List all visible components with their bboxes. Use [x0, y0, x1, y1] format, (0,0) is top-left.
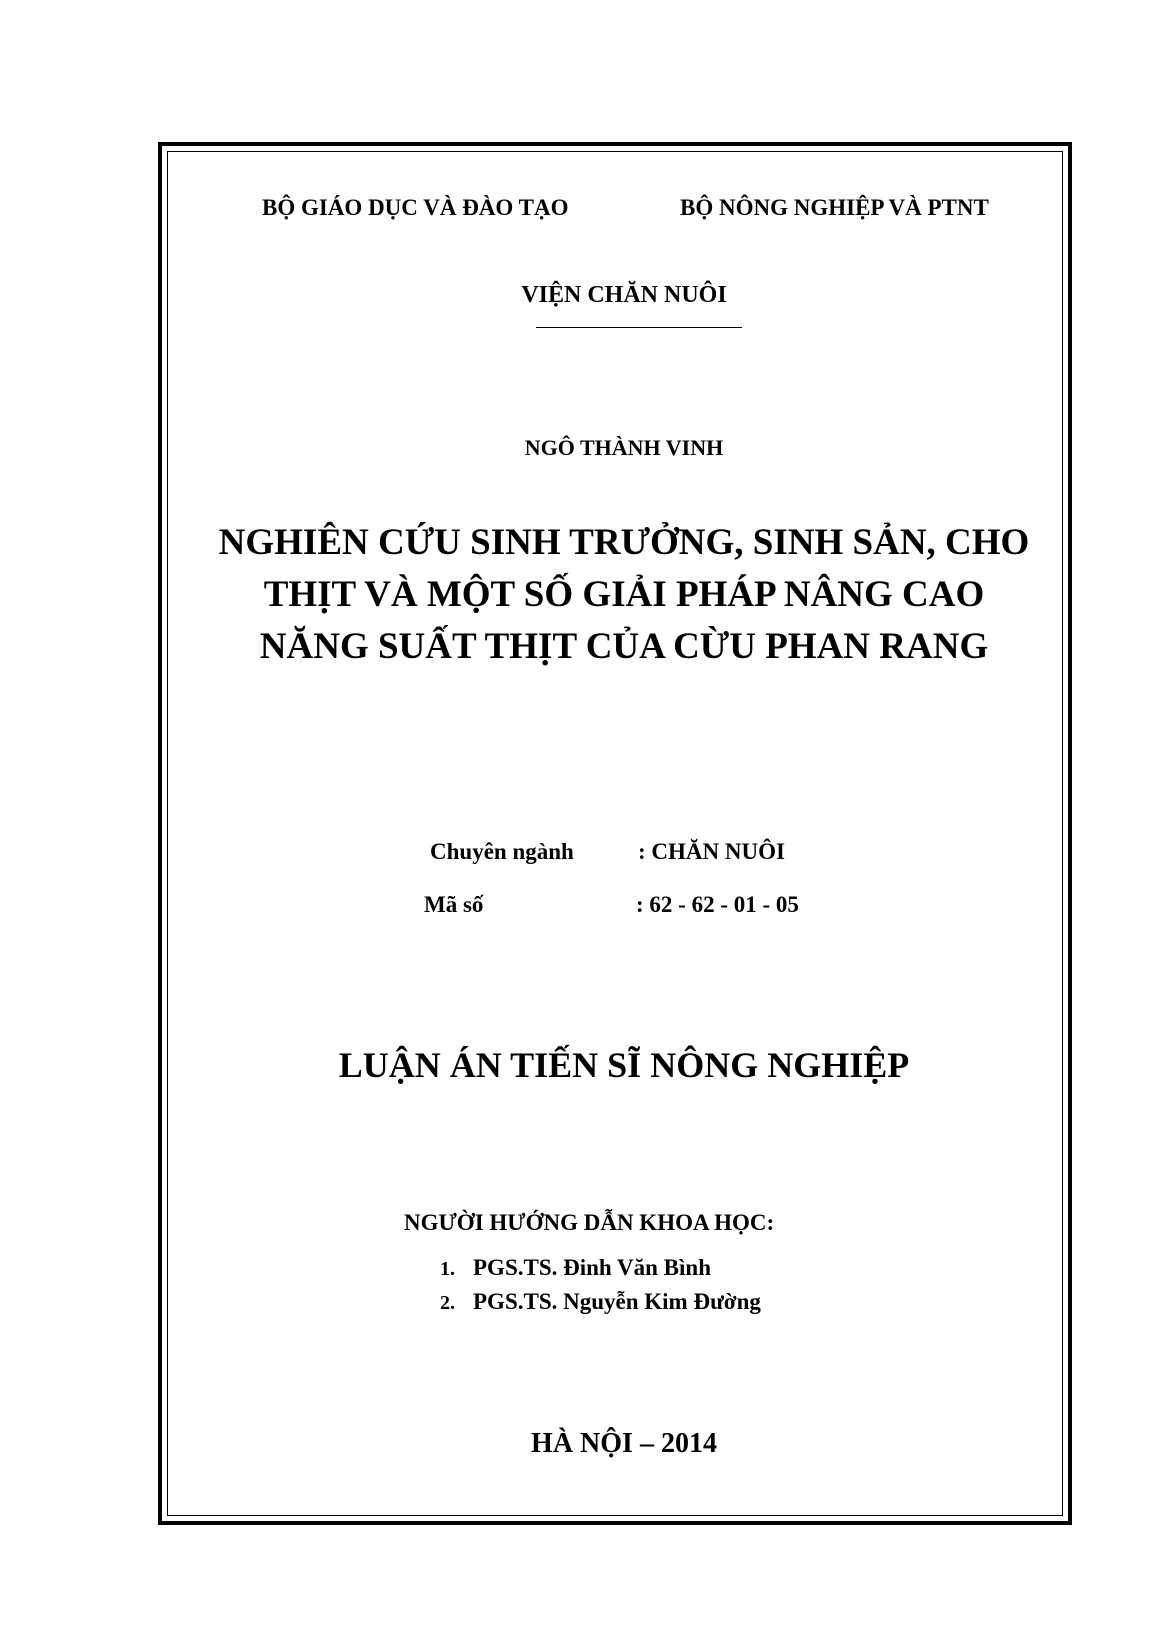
code-value: : 62 - 62 - 01 - 05	[636, 892, 799, 917]
specialty-value: : CHĂN NUÔI	[638, 839, 785, 864]
ministry-education: BỘ GIÁO DỤC VÀ ĐÀO TẠO	[262, 195, 569, 220]
institute-underline	[536, 327, 742, 328]
advisors-heading: NGƯỜI HƯỚNG DẪN KHOA HỌC:	[404, 1210, 775, 1235]
ministry-agriculture: BỘ NÔNG NGHIỆP VÀ PTNT	[680, 195, 989, 220]
thesis-title-line: NĂNG SUẤT THỊT CỦA CỪU PHAN RANG	[259, 626, 989, 667]
place-and-year: HÀ NỘI – 2014	[531, 1428, 717, 1459]
advisor-number: 2.	[440, 1292, 455, 1314]
author-name: NGÔ THÀNH VINH	[524, 435, 724, 460]
advisor-name: PGS.TS. Nguyễn Kim Đường	[473, 1289, 761, 1314]
code-label: Mã số	[424, 892, 484, 917]
thesis-title-line: THỊT VÀ MỘT SỐ GIẢI PHÁP NÂNG CAO	[263, 574, 985, 615]
thesis-title	[0, 517, 1158, 673]
specialty-label: Chuyên ngành	[430, 839, 574, 864]
degree-title: LUẬN ÁN TIẾN SĨ NÔNG NGHIỆP	[338, 1045, 910, 1085]
advisor-item	[440, 1256, 711, 1279]
advisor-number: 1.	[440, 1258, 455, 1280]
advisor-item	[440, 1290, 761, 1313]
institute-name: VIỆN CHĂN NUÔI	[521, 282, 727, 308]
thesis-title-line: NGHIÊN CỨU SINH TRƯỞNG, SINH SẢN, CHO	[218, 522, 1030, 563]
advisor-name: PGS.TS. Đinh Văn Bình	[473, 1255, 711, 1280]
